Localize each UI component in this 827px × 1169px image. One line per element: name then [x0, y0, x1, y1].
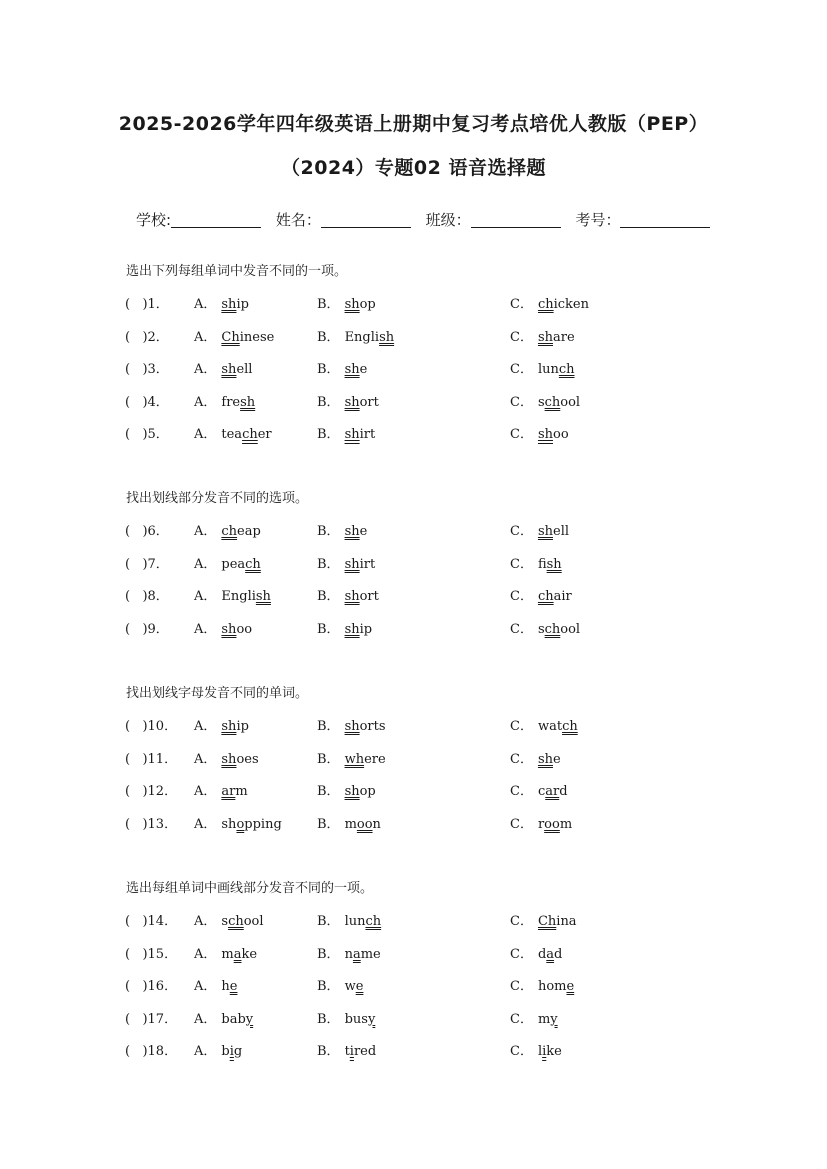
page-title: 2025-2026学年四年级英语上册期中复习考点培优人教版（PEP） [118, 113, 709, 135]
underlined-letters: ch [544, 394, 561, 410]
option-label: B． [317, 394, 340, 410]
option-c[interactable] [510, 585, 572, 604]
underlined-letters: sh [344, 297, 360, 312]
option-word: fresh [221, 394, 256, 410]
option-word: where [344, 751, 386, 767]
underlined-letters: ar [221, 784, 236, 800]
option-label: C． [510, 427, 533, 443]
option-label: B． [317, 589, 340, 605]
underlined-letters: sh [344, 589, 360, 605]
underlined-letters: sh [344, 524, 360, 539]
option-word: big [221, 1044, 243, 1060]
question-row [0, 748, 827, 768]
option-word: arm [221, 784, 248, 800]
option-word: shoo [537, 427, 569, 443]
option-word: ship [344, 621, 373, 637]
answer-blank-number[interactable]: ( )8． [125, 589, 169, 605]
underlined-letters: e [355, 979, 364, 995]
underlined-letters: sh [221, 719, 237, 734]
underlined-letters: a [546, 946, 555, 962]
underlined-letters: sh [379, 329, 395, 345]
option-b[interactable] [317, 910, 381, 929]
underlined-letters: sh [221, 297, 237, 312]
option-label: A． [194, 979, 217, 995]
question-row [0, 910, 827, 930]
option-word: chicken [537, 297, 589, 312]
option-word: busy [344, 1011, 376, 1027]
option-b[interactable] [317, 358, 367, 377]
underlined-letters: ch [562, 719, 578, 734]
option-b[interactable] [317, 748, 386, 767]
answer-blank-number[interactable]: ( )13． [125, 816, 178, 832]
underlined-letters: i [349, 1044, 354, 1060]
option-word: teacher [221, 427, 272, 443]
option-a[interactable] [194, 813, 282, 832]
question-row [0, 618, 827, 638]
option-label: B． [317, 751, 340, 767]
option-label: A． [194, 621, 217, 637]
option-word: China [537, 914, 577, 929]
section-heading: 选出下列每组单词中发音不同的一项。 [126, 264, 348, 279]
option-c[interactable] [510, 943, 562, 962]
option-word: shopping [221, 816, 282, 832]
question-row [0, 1008, 827, 1028]
underlined-letters: i [542, 1044, 547, 1060]
option-c[interactable] [510, 358, 575, 377]
option-word: shirt [344, 556, 376, 572]
option-label: B． [317, 914, 340, 929]
class-label: 班级： [425, 211, 471, 229]
school-label: 学校: [136, 211, 172, 229]
underlined-letters: Ch [221, 329, 240, 345]
name-blank[interactable] [321, 211, 411, 228]
school-blank[interactable] [171, 211, 261, 228]
question-row [0, 813, 827, 833]
question-row [0, 943, 827, 963]
underlined-letters: ch [544, 621, 561, 637]
option-label: A． [194, 914, 217, 929]
option-c[interactable] [510, 618, 580, 637]
option-c[interactable] [510, 553, 562, 572]
answer-blank-number[interactable]: ( )10． [125, 719, 178, 734]
option-label: B． [317, 524, 340, 539]
option-b[interactable] [317, 813, 381, 832]
page-subtitle: （2024）专题02 语音选择题 [281, 157, 546, 179]
underlined-letters: y [245, 1011, 254, 1027]
option-label: C． [510, 816, 533, 832]
option-word: shop [344, 784, 376, 800]
answer-blank-number[interactable]: ( )6． [125, 524, 169, 539]
underlined-letters: a [233, 946, 242, 962]
underlined-letters: ch [558, 362, 575, 378]
option-a[interactable] [194, 553, 261, 572]
option-b[interactable] [317, 391, 379, 410]
option-label: A． [194, 556, 217, 572]
option-word: watch [537, 719, 578, 734]
option-word: shirt [344, 427, 376, 443]
option-c[interactable] [510, 780, 568, 799]
option-label: B． [317, 784, 340, 800]
underlined-letters: Ch [537, 914, 557, 929]
option-word: she [537, 751, 561, 767]
answer-blank-number[interactable]: ( )18． [125, 1044, 178, 1060]
option-word: school [537, 394, 581, 410]
class-blank[interactable] [471, 211, 561, 228]
option-a[interactable] [194, 391, 255, 410]
option-a[interactable] [194, 715, 249, 734]
option-b[interactable] [317, 520, 367, 539]
option-word: ship [221, 719, 249, 734]
option-word: school [221, 914, 264, 929]
option-word: home [537, 979, 575, 995]
option-label: C． [510, 329, 533, 345]
option-label: A． [194, 751, 217, 767]
option-label: B． [317, 979, 340, 995]
option-b[interactable] [317, 975, 363, 994]
option-label: C． [510, 589, 533, 605]
underlined-letters: ch [245, 556, 261, 572]
option-word: she [344, 524, 368, 539]
underlined-letters: ch [221, 524, 238, 539]
option-word: shell [221, 362, 253, 378]
option-word: school [537, 621, 581, 637]
option-word: shoo [221, 621, 253, 637]
underlined-letters: a [352, 946, 361, 962]
option-b[interactable] [317, 780, 376, 799]
answer-blank-number[interactable]: ( )11． [125, 751, 178, 767]
option-b[interactable] [317, 715, 386, 734]
option-label: A． [194, 297, 217, 312]
option-b[interactable] [317, 1008, 375, 1027]
option-b[interactable] [317, 585, 379, 604]
option-c[interactable] [510, 326, 575, 345]
option-a[interactable] [194, 520, 261, 539]
option-label: C． [510, 751, 533, 767]
option-label: A． [194, 784, 217, 800]
answer-blank-number[interactable]: ( )1． [125, 297, 169, 312]
underlined-letters: ch [242, 427, 258, 443]
option-a[interactable] [194, 293, 249, 312]
underlined-letters: sh [221, 362, 237, 378]
answer-blank-number[interactable]: ( )3． [125, 362, 169, 378]
option-label: A． [194, 394, 217, 410]
underlined-letters: ch [537, 297, 554, 312]
question-row [0, 326, 827, 346]
option-c[interactable] [510, 748, 561, 767]
question-row [0, 423, 827, 443]
option-label: C． [510, 979, 533, 995]
option-label: B． [317, 946, 340, 962]
underlined-letters: e [229, 979, 238, 995]
underlined-letters: sh [344, 394, 360, 410]
option-word: card [537, 784, 568, 800]
answer-blank-number[interactable]: ( )12． [125, 784, 178, 800]
option-c[interactable] [510, 715, 578, 734]
underlined-letters: i [229, 1044, 234, 1060]
option-label: B． [317, 621, 340, 637]
option-label: C． [510, 914, 533, 929]
question-row [0, 391, 827, 411]
option-c[interactable] [510, 293, 589, 312]
underlined-letters: sh [221, 621, 237, 637]
option-a[interactable] [194, 423, 272, 442]
option-label: B． [317, 556, 340, 572]
option-label: B． [317, 719, 340, 734]
option-word: English [344, 329, 395, 345]
option-a[interactable] [194, 1040, 242, 1059]
option-c[interactable] [510, 423, 569, 442]
answer-blank-number[interactable]: ( )5． [125, 427, 169, 443]
question-row [0, 1040, 827, 1060]
student-info-line [136, 209, 714, 230]
option-word: room [537, 816, 573, 832]
option-label: B． [317, 816, 340, 832]
question-row [0, 553, 827, 573]
option-word: peach [221, 556, 261, 572]
option-a[interactable] [194, 780, 248, 799]
option-word: my [537, 1011, 558, 1027]
underlined-letters: e [566, 979, 575, 995]
option-b[interactable] [317, 326, 394, 345]
option-word: shop [344, 297, 376, 312]
option-label: B． [317, 1011, 340, 1027]
underlined-letters: sh [537, 524, 553, 539]
option-a[interactable] [194, 326, 274, 345]
option-a[interactable] [194, 358, 252, 377]
option-c[interactable] [510, 813, 572, 832]
option-c[interactable] [510, 975, 574, 994]
underlined-letters: y [550, 1011, 558, 1027]
question-row [0, 293, 827, 313]
answer-blank-number[interactable]: ( )4． [125, 394, 169, 410]
question-row [0, 780, 827, 800]
option-label: A． [194, 589, 217, 605]
option-word: shoes [221, 751, 259, 767]
option-a[interactable] [194, 618, 252, 637]
option-c[interactable] [510, 520, 569, 539]
option-label: C． [510, 362, 533, 378]
option-word: moon [344, 816, 381, 832]
option-label: C． [510, 621, 533, 637]
underlined-letters: sh [537, 427, 553, 443]
option-b[interactable] [317, 1040, 376, 1059]
option-label: A． [194, 719, 217, 734]
option-word: name [344, 946, 381, 962]
option-word: cheap [221, 524, 261, 539]
option-a[interactable] [194, 975, 237, 994]
question-row [0, 715, 827, 735]
underlined-letters: ch [537, 589, 554, 605]
option-label: A． [194, 1011, 217, 1027]
underlined-letters: oo [356, 816, 373, 832]
option-label: B． [317, 297, 340, 312]
option-b[interactable] [317, 943, 381, 962]
option-word: share [537, 329, 575, 345]
underlined-letters: sh [537, 329, 553, 345]
option-word: baby [221, 1011, 254, 1027]
section-heading: 找出划线字母发音不同的单词。 [126, 686, 309, 701]
answer-blank-number[interactable]: ( )7． [125, 556, 169, 572]
question-row [0, 520, 827, 540]
option-c[interactable] [510, 1040, 562, 1059]
option-label: A． [194, 1044, 217, 1060]
answer-blank-number[interactable]: ( )2． [125, 329, 169, 345]
option-word: ship [221, 297, 249, 312]
underlined-letters: sh [546, 556, 562, 572]
option-a[interactable] [194, 748, 259, 767]
option-word: like [537, 1044, 562, 1060]
underlined-letters: sh [344, 362, 360, 378]
option-label: C． [510, 1011, 533, 1027]
question-row [0, 975, 827, 995]
underlined-letters: sh [537, 751, 553, 767]
option-a[interactable] [194, 943, 257, 962]
underlined-letters: sh [344, 556, 360, 572]
answer-blank-number[interactable]: ( )14． [125, 914, 178, 929]
option-label: A． [194, 816, 217, 832]
underlined-letters: o [236, 816, 245, 832]
option-word: he [221, 979, 238, 995]
question-row [0, 358, 827, 378]
option-word: we [344, 979, 364, 995]
underlined-letters: sh [255, 589, 271, 605]
option-c[interactable] [510, 910, 577, 929]
section-heading: 找出划线部分发音不同的选项。 [126, 491, 309, 506]
option-word: lunch [344, 914, 382, 929]
option-c[interactable] [510, 1008, 558, 1027]
underlined-letters: sh [344, 621, 360, 637]
option-word: short [344, 589, 379, 605]
question-row [0, 585, 827, 605]
option-word: shell [537, 524, 570, 539]
option-b[interactable] [317, 553, 375, 572]
answer-blank-number[interactable]: ( )15． [125, 946, 178, 962]
option-word: chair [537, 589, 572, 605]
option-label: A． [194, 427, 217, 443]
option-word: shorts [344, 719, 386, 734]
option-word: make [221, 946, 258, 962]
underlined-letters: sh [240, 394, 256, 410]
underlined-letters: sh [344, 427, 360, 443]
option-word: she [344, 362, 368, 378]
underlined-letters: sh [344, 784, 360, 800]
option-word: lunch [537, 362, 575, 378]
option-word: Chinese [221, 329, 275, 345]
underlined-letters: sh [344, 719, 360, 734]
section-heading: 选出每组单词中画线部分发音不同的一项。 [126, 881, 374, 896]
option-label: B． [317, 362, 340, 378]
option-label: A． [194, 362, 217, 378]
underlined-letters: ch [365, 914, 382, 929]
number-blank[interactable] [620, 211, 710, 228]
option-a[interactable] [194, 585, 271, 604]
option-label: C． [510, 297, 533, 312]
option-b[interactable] [317, 423, 375, 442]
option-label: A． [194, 329, 217, 345]
option-label: B． [317, 329, 340, 345]
option-b[interactable] [317, 293, 376, 312]
option-label: B． [317, 1044, 340, 1060]
option-label: C． [510, 719, 533, 734]
option-label: C． [510, 524, 533, 539]
option-b[interactable] [317, 618, 372, 637]
number-label: 考号： [575, 211, 621, 229]
underlined-letters: y [367, 1011, 376, 1027]
underlined-letters: oo [544, 816, 560, 832]
underlined-letters: ar [545, 784, 560, 800]
option-word: tired [344, 1044, 377, 1060]
option-word: dad [537, 946, 563, 962]
option-label: C． [510, 1044, 533, 1060]
option-label: C． [510, 394, 533, 410]
underlined-letters: wh [344, 751, 365, 767]
answer-blank-number[interactable]: ( )17． [125, 1011, 178, 1027]
answer-blank-number[interactable]: ( )9． [125, 621, 169, 637]
option-a[interactable] [194, 910, 264, 929]
option-word: English [221, 589, 271, 605]
option-label: B． [317, 427, 340, 443]
underlined-letters: ch [228, 914, 244, 929]
name-label: 姓名： [275, 211, 321, 229]
option-label: A． [194, 946, 217, 962]
option-word: short [344, 394, 379, 410]
option-label: A． [194, 524, 217, 539]
option-label: C． [510, 784, 533, 800]
underlined-letters: sh [221, 751, 237, 767]
option-label: C． [510, 946, 533, 962]
option-c[interactable] [510, 391, 580, 410]
answer-blank-number[interactable]: ( )16． [125, 979, 178, 995]
option-a[interactable] [194, 1008, 253, 1027]
option-label: C． [510, 556, 533, 572]
option-word: fish [537, 556, 562, 572]
